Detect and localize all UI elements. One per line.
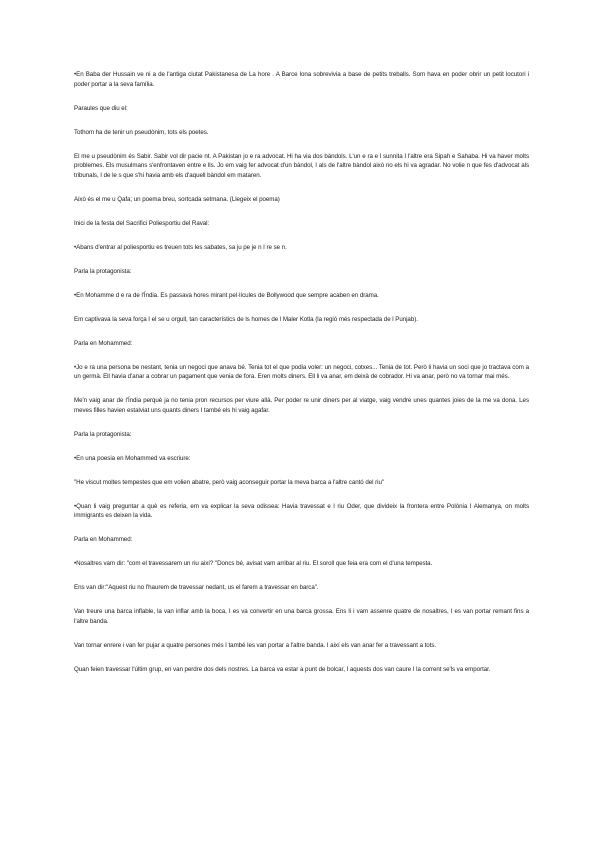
paragraph-3: Tothom ha de tenir un pseudònim, tots els poetes. <box>74 128 209 136</box>
paragraph-18: Parla en Mohammed: <box>74 536 133 543</box>
paragraph-12: •Jo e ra una persona be nestant, tenia un negoci que anava bé. Tenia tot el que podia voler: un negoci, cotxes... Tenia de tot. Però li havia un soci que jo tractava com a un germà. Ell havia d'anar a cobrar un pagament que venia de fora. Eren molts diners. Ell li va anar, em deixà de cobrador. Hi va anar, però no va tornar mai més. <box>74 363 529 380</box>
paragraph-4: El me u pseudònim és Sabir. Sabir vol dir pacie nt. A Pakistan jo e ra advocat. Hi ha via dos bàndols. L'un e ra e l sunnita I l'altre era Sipah e Sahaba. Hi va haver molts problemes. Els musulmans s'enfrontaven entre e lls. Jo em vaig fer advocat d'un bàndol, I als de l'altre bàndol això no els hi va agradar. No volie n que fes d'advocat als tribunals, I de le s que s'hi havia amb els d'aquell bàndol em mataren. <box>74 152 529 179</box>
paragraph-2: Paraules que diu el: <box>74 104 128 112</box>
document-body <box>74 70 529 689</box>
paragraph-6: Inici de la festa del Sacrifici Poliesportiu del Raval: <box>74 219 210 227</box>
paragraph-23: Quan feien travessar l'últim grup, en van perdre dos dels nostres. La barca va estar a punt de bolcar, I aquests dos van caure I la corrent se'ls va emportar. <box>74 665 491 673</box>
paragraph-9: •En Mohamme d e ra de l'Índia. Es passava hores mirant pel·lícules de Bollywood que sempre acaben en drama. <box>74 291 379 299</box>
paragraph-15: •En una poesia en Mohammed va escriure: <box>74 454 191 462</box>
paragraph-16: "He viscut moltes tempestes que em volien abatre, però vaig aconseguir portar la meva barca a l'altre cantó del riu" <box>74 478 384 486</box>
paragraph-19: •Nosaltres vam dir: "com el travessarem un riu així? "Doncs bé, avisat vam arribar al riu. El soroll que feia era com el d'una tempesta. <box>74 560 433 567</box>
paragraph-20: Ens van dir:"Aquest riu no l'haurem de travessar nedant, us el farem a travessar en barca". <box>74 584 319 591</box>
paragraph-8: Parla la protagonista: <box>74 267 132 275</box>
paragraph-5: Això és el me u Qafa; un poema breu, sortcada setmana. (Llegeix el poema) <box>74 195 280 203</box>
paragraph-1: •En Baba der Hussain ve ni a de l'antiga ciutat Pakistanesa de La hore . A Barce lona sobrevivia a base de petits treballs. Som hava en poder obrir un petit locutori i poder portar a la seva família. <box>74 71 529 88</box>
paragraph-21: Van treure una barca inflable, la van inflar amb la boca, I es va convertir en una barca grossa. Ens li i vam assenre quatre de nosaltres, I es van portar remant fins a l'altre banda. <box>74 608 529 625</box>
paragraph-14: Parla la protagonista: <box>74 430 132 438</box>
paragraph-11: Parla en Mohammed: <box>74 339 133 347</box>
paragraph-17: •Quan li vaig preguntar a què es referia, em va explicar la seva odissea: Havia travessat e l riu Oder, que divideix la frontera entre Polònia I Alemanya, on molts immigrants es deixen la vida. <box>74 502 529 519</box>
paragraph-10: Em captivava la seva força I el se u orgull, tan característics de ls homes de l Maler Kotla (la regió més respectada de l Punjab). <box>74 315 418 323</box>
paragraph-22: Van tornar enrere i van fer pujar a quatre persones més I també les van portar a l'altre banda. I així els van anar fer a travessant a tots. <box>74 641 437 649</box>
paragraph-13: Me'n vaig anar de l'Índia perquè ja no tenia pron recursos per viure allà. Per poder re unir diners per al viatge, vaig vendre unes quantes joies de la me va dona. Les meves filles havien estalviat uns quants diners I també els hi vaig agafar. <box>74 397 529 414</box>
paragraph-7: •Abans d'entrar al poliesportiu es treuen tots les sabates, sa ju pe je n I re se n. <box>74 243 287 251</box>
